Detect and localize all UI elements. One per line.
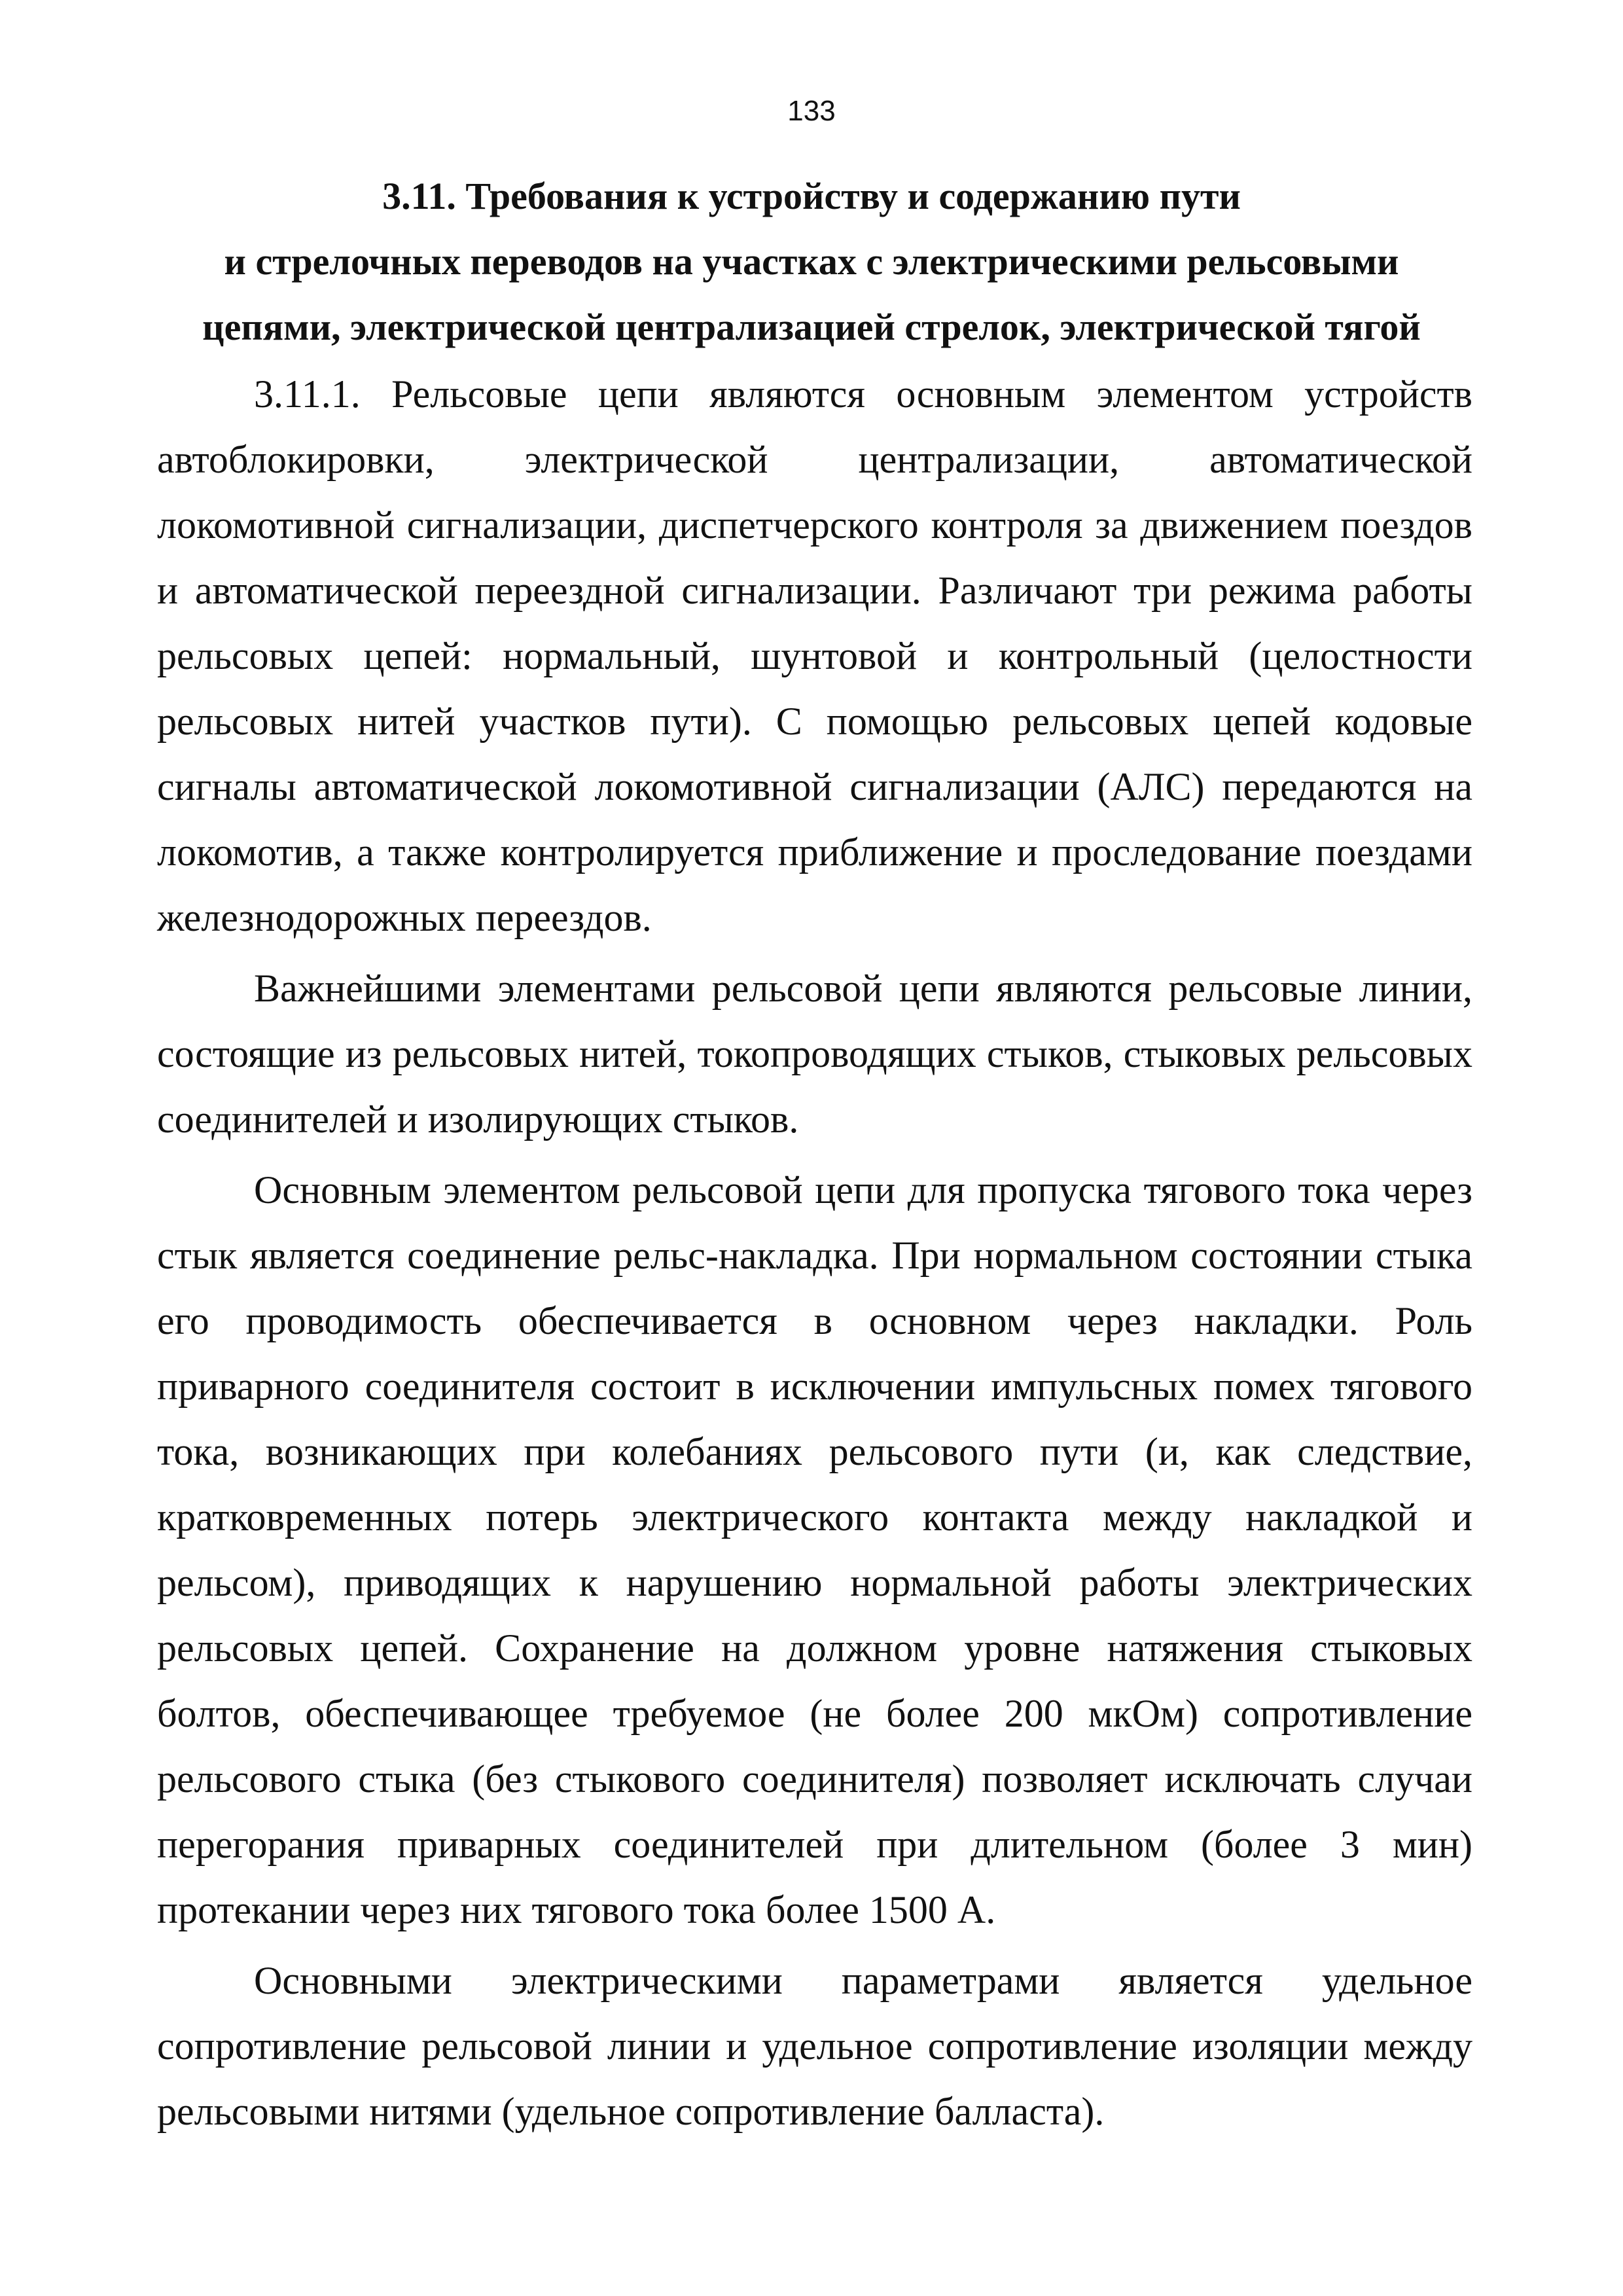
- paragraph-rail-circuit-elements: Важнейшими элементами рельсовой цепи являются рельсовые линии, состоящие из рельсовых нитей, токопроводящих стыков, стыковых рельсовых соединителей и изолирующих стыков.: [157, 967, 1472, 1141]
- heading-line-1: 3.11. Требования к устройству и содержанию пути: [382, 175, 1241, 217]
- page-number: 133: [787, 95, 836, 127]
- paragraph-rail-circuits: 3.11.1. Рельсовые цепи являются основным элементом устройств автоблокировки, электрической централизации, автоматической локомотивной сигнализации, диспетчерского контроля за движением поездов и автоматической переездной сигнализации. Различают три режима работы рельсовых цепей: нормальный, шунтовой и контрольный (целостности рельсовых нитей участков пути). С помощью рельсовых цепей кодовые сигналы автоматической локомотивной сигнализации (АЛС) передаются на локомотив, а также контролируется приближение и проследование поездами железнодорожных переездов.: [157, 372, 1472, 939]
- paragraph-traction-current: Основным элементом рельсовой цепи для пропуска тягового тока через стык является соединение рельс-накладка. При нормальном состоянии стыка его проводимость обеспечивается в основном через накладки. Роль приварного соединителя состоит в исключении импульсных помех тягового тока, возникающих при колебаниях рельсового пути (и, как следствие, кратковременных потерь электрического контакта между накладкой и рельсом), приводящих к нарушению нормальной работы электрических рельсовых цепей. Сохранение на должном уровне натяжения стыковых болтов, обеспечивающее требуемое (не более 200 мкОм) сопротивление рельсового стыка (без стыкового соединителя) позволяет исключать случаи перегорания приварных соединителей при длительном (более 3 мин) протекании через них тягового тока более 1500 А.: [157, 1168, 1472, 1931]
- paragraph-electrical-parameters: Основными электрическими параметрами является удельное сопротивление рельсовой линии и удельное сопротивление изоляции между рельсовыми нитями (удельное сопротивление балласта).: [157, 1959, 1472, 2133]
- body-text: [157, 361, 1472, 2149]
- section-heading: [157, 164, 1466, 360]
- heading-line-3: цепями, электрической централизацией стрелок, электрической тягой: [202, 306, 1421, 348]
- heading-line-2: и стрелочных переводов на участках с электрическими рельсовыми: [224, 240, 1399, 283]
